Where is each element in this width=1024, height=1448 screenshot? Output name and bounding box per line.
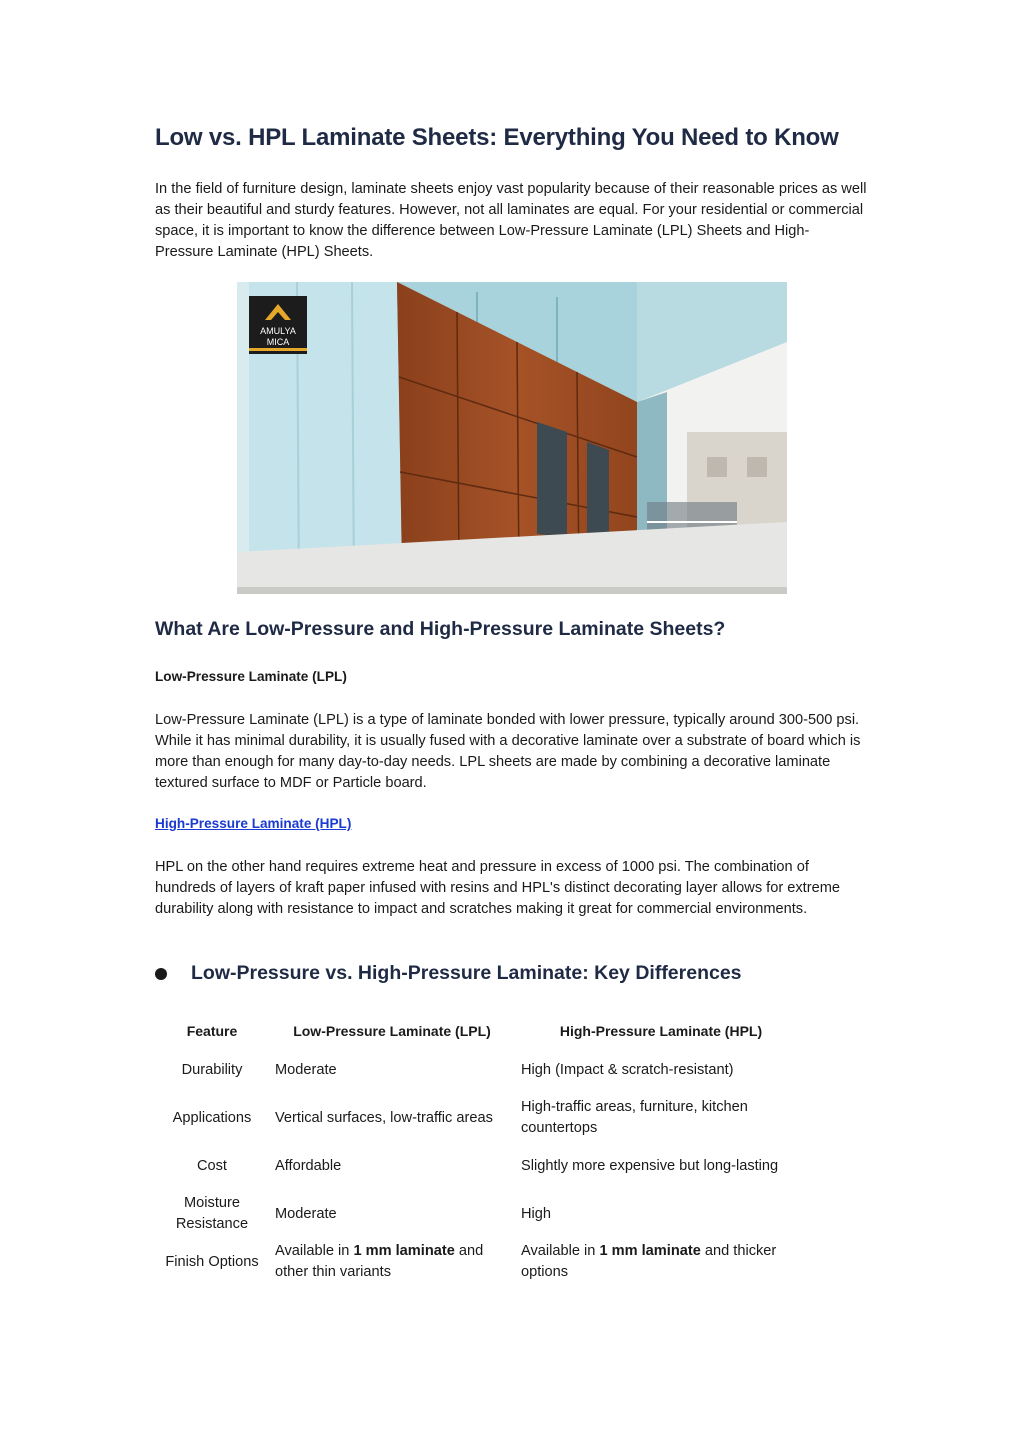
cell-hpl-bold: 1 mm laminate	[599, 1243, 701, 1259]
cell-lpl-bold: 1 mm laminate	[353, 1243, 455, 1259]
header-hpl: High-Pressure Laminate (HPL)	[559, 1022, 763, 1039]
differences-heading: Low-Pressure vs. High-Pressure Laminate: Key Differences	[191, 962, 742, 984]
cell-hpl: Slightly more expensive but long-lasting	[521, 1157, 779, 1174]
header-feature: Feature	[186, 1022, 238, 1039]
cell-feature: Applications	[172, 1109, 252, 1126]
cell-lpl: Affordable	[275, 1157, 342, 1174]
intro-paragraph: In the field of furniture design, laminate sheets enjoy vast popularity because of their reasonable prices as well as their beautiful and sturdy features. However, not all laminates are equal. For your residential or commercial space, it is important to know the difference between Low-Pressure Laminate (LPL) Sheets and High-Pressure Laminate (HPL) Sheets.	[155, 181, 867, 260]
bullet-icon	[155, 968, 167, 980]
table-row	[155, 1190, 807, 1238]
cell-hpl: High	[521, 1205, 552, 1222]
cell-hpl	[515, 1238, 807, 1286]
cell-hpl-post: and thicker options	[521, 1243, 777, 1280]
cell-feature: Durability	[181, 1061, 243, 1078]
cell-lpl: Vertical surfaces, low-traffic areas	[275, 1109, 493, 1126]
comparison-table	[155, 1016, 807, 1286]
cell-lpl: Moderate	[275, 1061, 337, 1078]
lpl-subheading: Low-Pressure Laminate (LPL)	[155, 669, 347, 684]
logo-text-line1: AMULYA	[260, 326, 296, 336]
header-lpl: Low-Pressure Laminate (LPL)	[293, 1022, 491, 1039]
table-row	[155, 1238, 807, 1286]
cell-lpl	[269, 1238, 515, 1286]
lpl-paragraph: Low-Pressure Laminate (LPL) is a type of laminate bonded with lower pressure, typically around 300-500 psi. While it has minimal durability, it is usually fused with a decorative laminate over a substrate of board which is more than enough for many day-to-day needs. LPL sheets are made by combining a decorative laminate textured surface to MDF or Particle board.	[155, 712, 861, 791]
hpl-link[interactable]: High-Pressure Laminate (HPL)	[155, 816, 352, 831]
cell-feature: Cost	[196, 1157, 227, 1174]
table-row	[155, 1046, 807, 1094]
section-heading: What Are Low-Pressure and High-Pressure Laminate Sheets?	[155, 618, 726, 640]
table-row	[155, 1142, 807, 1190]
cell-lpl: Moderate	[275, 1205, 337, 1222]
hpl-paragraph: HPL on the other hand requires extreme heat and pressure in excess of 1000 psi. The combination of hundreds of layers of kraft paper infused with resins and HPL's distinct decorating layer allows for extreme durability along with resistance to impact and scratches making it great for commercial environments.	[155, 859, 840, 917]
table-header-row	[155, 1016, 807, 1046]
table-row	[155, 1094, 807, 1142]
cell-lpl-pre: Available in	[275, 1243, 354, 1259]
cell-hpl-pre: Available in	[521, 1243, 600, 1259]
cell-hpl: High (Impact & scratch-resistant)	[521, 1061, 734, 1078]
cell-lpl-post: and other thin variants	[275, 1243, 484, 1280]
page-title: Low vs. HPL Laminate Sheets: Everything You Need to Know	[155, 124, 839, 151]
hero-image	[237, 282, 787, 594]
cell-feature: Moisture Resistance	[175, 1195, 249, 1232]
cell-hpl: High-traffic areas, furniture, kitchen countertops	[521, 1099, 748, 1136]
cell-feature: Finish Options	[165, 1253, 259, 1270]
differences-heading-row	[155, 962, 742, 985]
logo-text-line2: MICA	[266, 337, 290, 347]
